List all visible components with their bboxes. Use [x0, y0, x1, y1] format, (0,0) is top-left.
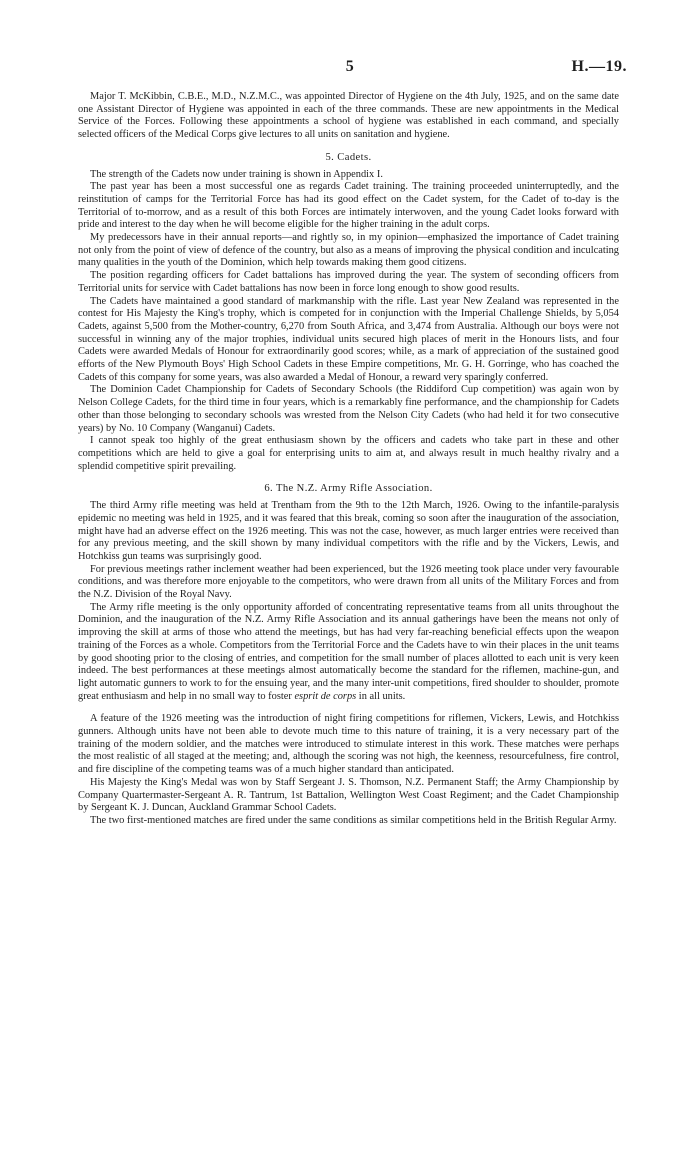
paragraph: My predecessors have in their annual reports—and rightly so, in my opinion—emphasized the importance of Cadet training not only from the point of view of defence of the country, but also as a means of improving the physical condition and inculcating many qualities in the youth of the Dominion, which help towards making them good citizens.: [78, 232, 619, 269]
text-run: in all units.: [356, 690, 406, 702]
italic-phrase: esprit de corps: [294, 690, 357, 702]
paragraph: The position regarding officers for Cadet battalions has improved during the year. The system of seconding officers from Territorial units for service with Cadet battalions has now been in force long enough to show good results.: [78, 270, 619, 294]
paragraph: A feature of the 1926 meeting was the introduction of night firing competitions for riflemen, Vickers, Lewis, and Hotchkiss gunners. Although units have not been able to devote much time to this nature of training, it is a very necessary part of the training of the modern soldier, and the matches were introduced to stimulate interest in this work. These matches were perhaps the most realistic of all staged at the meeting; and, although the scoring was not high, the keenness, resourcefulness, fire control, and fire discipline of the competing teams was of a much higher standard than anticipated.: [78, 713, 619, 776]
paragraph: For previous meetings rather inclement weather had been experienced, but the 1926 meeting took place under very favourable conditions, and was therefore more enjoyable to the competitors, who were drawn from all units of the Military Forces and from the N.Z. Division of the Royal Navy.: [78, 563, 619, 601]
page-number: 5: [345, 58, 355, 75]
paragraph: His Majesty the King's Medal was won by Staff Sergeant J. S. Thomson, N.Z. Permanent Staff; the Army Championship by Company Quartermaster-Sergeant A. R. Tantrum, 1st Battalion, Wellington West Coast Regiment; and the Cadet Championship by Sergeant K. J. Duncan, Auckland Grammar School Cadets.: [78, 776, 619, 814]
paragraph-esprit-de-corps: [78, 602, 619, 704]
paragraph: The strength of the Cadets now under training is shown in Appendix I.: [90, 168, 383, 180]
text-run: The Army rifle meeting is the only opportunity afforded of concentrating representative teams from all units throughout the Dominion, and the inauguration of the N.Z. Army Rifle Association and its annual gatherings have been the means not only of improving the skill at arms of those who attend the meetings, but has had very far-reaching beneficial effects upon the weapon training of the Forces as a whole. Competitors from the Territorial Force and the Cadets have to win their places in the unit teams by good shooting prior to the closing of entries, and competition for the small number of places allotted to each unit is very keen indeed. The best performances at these meetings almost automatically become the standard for the riflemen, machine-gun, and light automatic gunners to work to for the ensuing year, and the many inter-unit competitions, fired shoulder to shoulder, promote great enthusiasm and help in no small way to foster: [78, 601, 619, 702]
document-reference: H.—19.: [571, 58, 627, 75]
body-text: [78, 91, 619, 828]
paragraph: The third Army rifle meeting was held at Trentham from the 9th to the 12th March, 1926. Owing to the infantile-paralysis epidemic no meeting was held in 1925, and it was feared that this break, coming so soon after the inauguration of the association, might have had an adverse effect on the 1926 meeting. This was not the case, however, as much larger entries were received than for any previous meeting, and the skill shown by many individual competitors with the rifle and by the Vickers, Lewis, and Hotchkiss gun teams was surprisingly good.: [78, 500, 619, 562]
section-heading-cadets: 5. Cadets.: [325, 151, 372, 163]
paragraph: The past year has been a most successful one as regards Cadet training. The training proceeded uninterruptedly, and the reinstitution of camps for the Territorial Force has had its good effect on the Cadet system, for the Cadet of to-day is the Territorial of to-morrow, and as a result of this both Forces are intimately interwoven, and the young Cadet looks forward with pride and interest to the day when he will become eligible for the higher training in the adult corps.: [78, 181, 619, 231]
paragraph: The two first-mentioned matches are fired under the same conditions as similar competitions held in the British Regular Army.: [90, 814, 617, 826]
paragraph: The Cadets have maintained a good standard of markmanship with the rifle. Last year New Zealand was represented in the contest for His Majesty the King's trophy, which is competed for in conjunction with the Imperial Challenge Shields, by 5,054 Cadets, against 5,500 from the Mother-country, 6,270 from South Africa, and 3,474 from Australia. Although our boys were not successful in winning any of the major trophies, individual units secured high places of merit in the Honours lists, and four Cadets were awarded Medals of Honour for extraordinarily good scores; while, as a mark of appreciation of the sustained good efforts of the New Plymouth Boys' High School Cadets in these Empire competitions, Mr. G. H. Gorringe, who has coached the Cadets of this company for some years, was also awarded a Medal of Honour, a reward very sparingly conferred.: [78, 295, 619, 383]
paragraph: The Dominion Cadet Championship for Cadets of Secondary Schools (the Riddiford Cup competition) was again won by Nelson College Cadets, for the third time in four years, which is a remarkably fine performance, and the championship for Cadets other than those belonging to secondary schools was wrested from the Nelson City Cadets (who had held it for two consecutive years) by No. 10 Company (Wanganui) Cadets.: [78, 384, 619, 434]
paragraph: I cannot speak too highly of the great enthusiasm shown by the officers and cadets who take part in these and other competitions which are held to give a goal for enterprising units to aim at, and always result in much healthy rivalry and a splendid competitive spirit prevailing.: [78, 435, 619, 472]
paragraph-hygiene: Major T. McKibbin, C.B.E., M.D., N.Z.M.C., was appointed Director of Hygiene on the 4th July, 1925, and on the same date one Assistant Director of Hygiene was appointed in each of the three commands. These are new appointments in the Medical Service of the Forces. Following these appointments a school of hygiene was established in each command, and specially selected officers of the Medical Corps give lectures to all units on sanitation and hygiene.: [78, 91, 619, 141]
section-heading-rifle-association: 6. The N.Z. Army Rifle Association.: [264, 483, 433, 495]
